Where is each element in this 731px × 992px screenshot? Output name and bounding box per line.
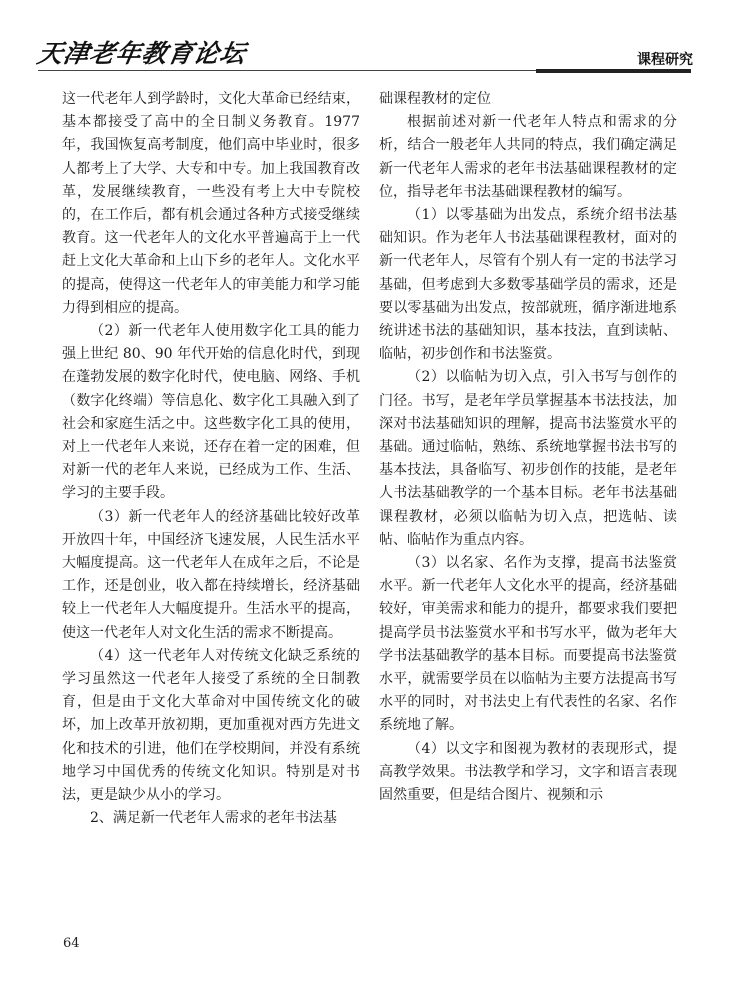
right-column xyxy=(379,88,677,807)
paragraph: （2）以临帖为切入点，引入书写与创作的门径。书写，是老年学员掌握基本书法技法，加深对书法基础知识的理解，提高书法鉴赏水平的基础。通过临帖，熟练、系统地掌握书法书写的基本技法，具备临写、初步创作的技能，是老年人书法基础教学的一个基本目标。老年书法基础课程教材，必须以临帖为切入点，把选帖、读帖、临帖作为重点内容。 xyxy=(379,369,677,548)
paragraph: （3）以名家、名作为支撑，提高书法鉴赏水平。新一代老年人文化水平的提高，经济基础较好，审美需求和能力的提升，都要求我们要把提高学员书法鉴赏水平和书写水平，做为老年大学书法基础教学的基本目标。而要提高书法鉴赏水平，就需要学员在以临帖为主要方法提高书写水平的同时，对书法史上有代表性的名家、名作系统地了解。 xyxy=(379,555,677,734)
page-header xyxy=(0,0,731,80)
paragraph: 这一代老年人到学龄时，文化大革命已经结束，基本都接受了高中的全日制义务教育。1977 年，我国恢复高考制度，他们高中毕业时，很多人都考上了大学、大专和中专。加上我国教育改革，发展继续教育，一些没有考上大中专院校的，在工作后，都有机会通过各种方式接受继续教育。这一代老年人的文化水平普遍高于上一代赶上文化大革命和上山下乡的老年人。文化水平的提高，使得这一代老年人的审美能力和学习能力得到相应的提高。 xyxy=(62,91,360,316)
paragraph: （4）这一代老年人对传统文化缺乏系统的学习虽然这一代老年人接受了系统的全日制教育，但是由于文化大革命对中国传统文化的破坏，加上改革开放初期，更加重视对西方先进文化和技术的引进，他们在学校期间，并没有系统地学习中国优秀的传统文化知识。特别是对书法，更是缺少从小的学习。 xyxy=(62,647,360,804)
left-column xyxy=(62,88,360,831)
paragraph: （2）新一代老年人使用数字化工具的能力强上世纪 80、90 年代开始的信息化时代，到现在蓬勃发展的数字化时代，使电脑、网络、手机（数字化终端）等信息化、数字化工具融入到了社会和家庭生活之中。这些数字化工具的使用，对上一代老年人来说，还存在着一定的困难，但对新一代的老年人来说，已经成为工作、生活、学习的主要手段。 xyxy=(62,323,360,502)
paragraph: （4）以文字和图视为教材的表现形式，提高教学效果。书法教学和学习，文字和语言表现固然重要，但是结合图片、视频和示 xyxy=(379,740,677,804)
page-number: 64 xyxy=(63,936,80,951)
paragraph: 根据前述对新一代老年人特点和需求的分析，结合一般老年人共同的特点，我们确定满足新一代老年人需求的老年书法基础课程教材的定位，指导老年书法基础课程教材的编写。 xyxy=(379,114,677,200)
paragraph: 础课程教材的定位 xyxy=(379,91,491,107)
journal-masthead: 天津老年教育论坛 xyxy=(35,39,249,68)
paragraph: 2、满足新一代老年人需求的老年书法基 xyxy=(90,810,337,827)
paragraph: （3）新一代老年人的经济基础比较好改革开放四十年，中国经济飞速发展，人民生活水平大幅度提高。这一代老年人在成年之后，不论是工作，还是创业，收入都在持续增长，经济基础较上一代老年人大幅度提升。生活水平的提高，使这一代老年人对文化生活的需求不断提高。 xyxy=(62,508,360,641)
section-label: 课程研究 xyxy=(637,52,693,68)
paragraph: （1）以零基础为出发点，系统介绍书法基础知识。作为老年人书法基础课程教材，面对的新一代老年人，尽管有个别人有一定的书法学习基础，但考虑到大多数零基础学员的需求，还是要以零基础为出发点，按部就班，循序渐进地系统讲述书法的基础知识，基本技法，直到读帖、临帖，初步创作和书法鉴赏。 xyxy=(379,207,677,363)
header-rule-accent xyxy=(536,69,691,73)
